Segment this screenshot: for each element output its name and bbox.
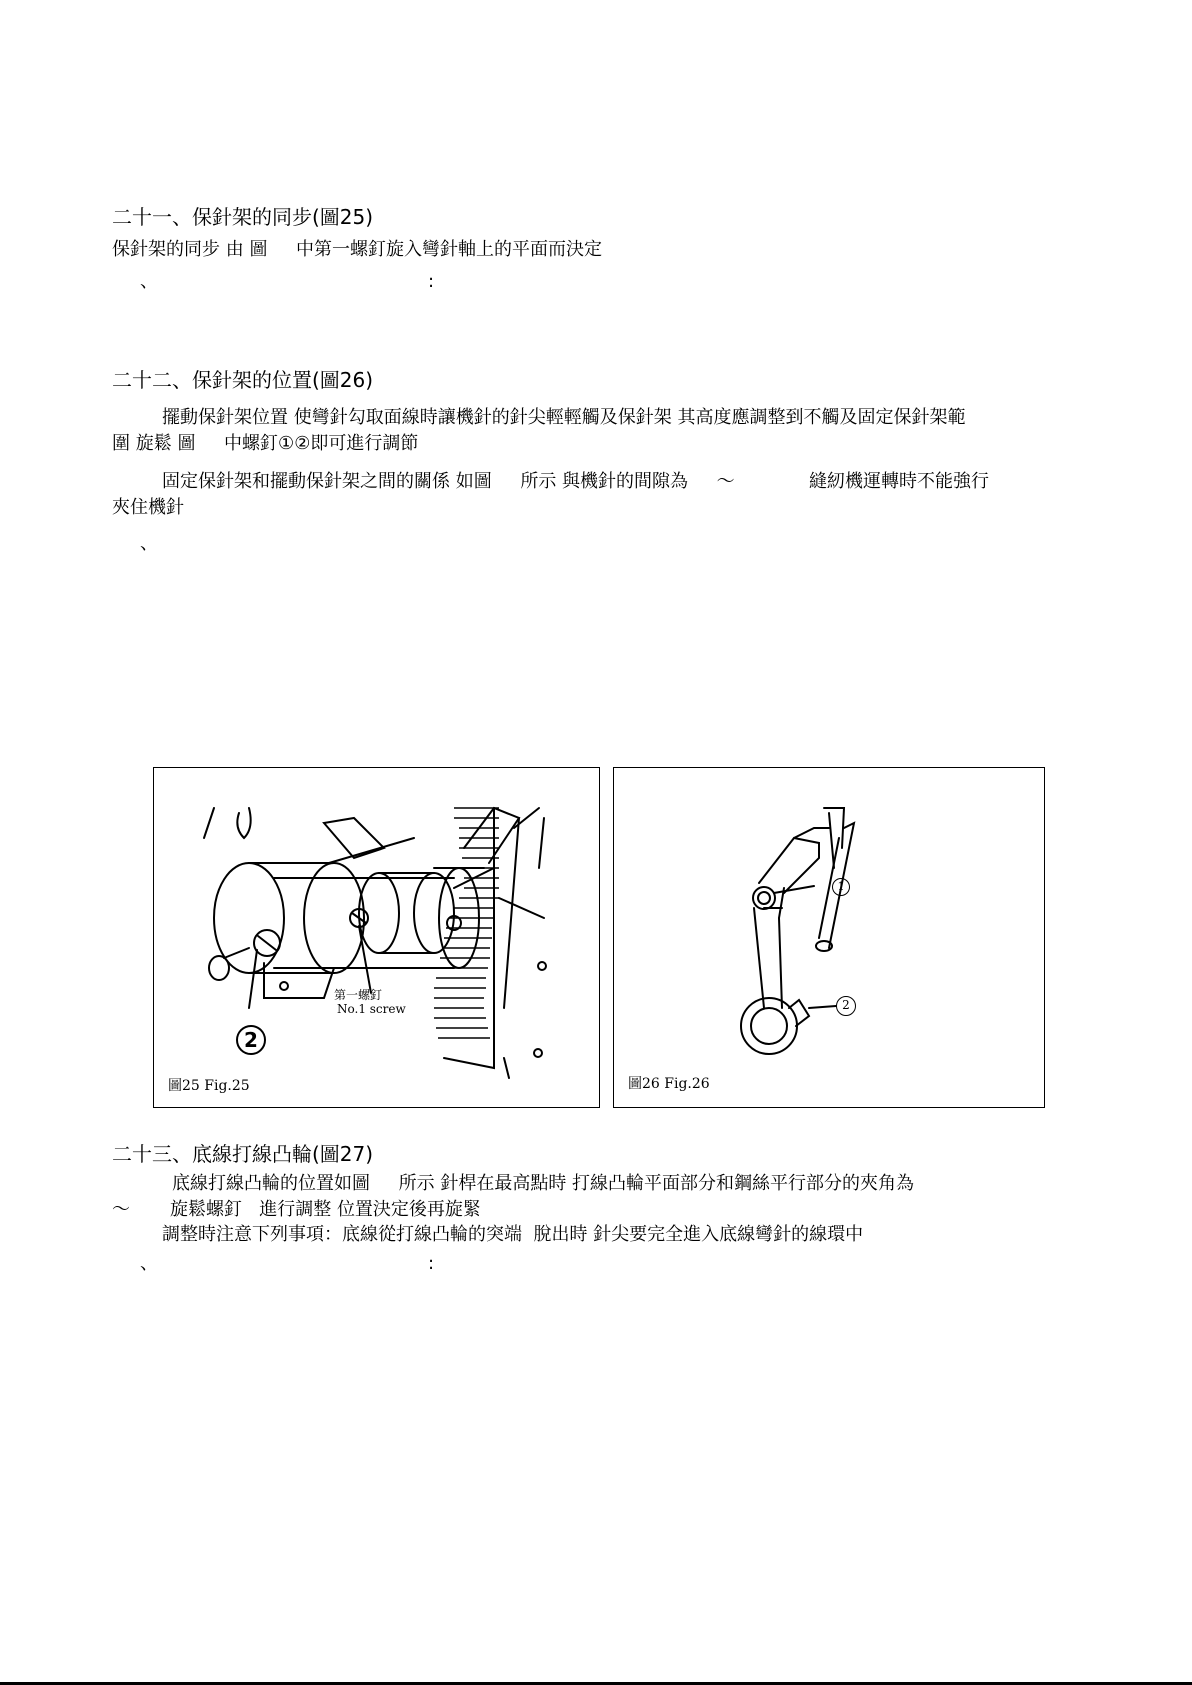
- section-22-paragraph-1-line-2: 圍 旋鬆 圖 中螺釘①②即可進行調節: [112, 433, 419, 454]
- figure-26-marker-1: 1: [832, 878, 850, 896]
- figure-25-label-en: No.1 screw: [337, 1002, 406, 1016]
- section-22-enum-mark: 、: [140, 533, 158, 554]
- section-21-text: 保針架的同步 由 圖 中第一螺釘旋入彎針軸上的平面而決定: [112, 239, 603, 260]
- section-21-enum-mark: 、: [140, 271, 158, 292]
- section-22-paragraph-1-line-1: 擺動保針架位置 使彎針勾取面線時讓機針的針尖輕輕觸及保針架 其高度應調整到不觸及固定保針架範: [162, 407, 966, 428]
- section-23-paragraph-1-line-1: 底線打線凸輪的位置如圖 所示 針桿在最高點時 打線凸輪平面部分和鋼絲平行部分的夾角為: [172, 1173, 915, 1194]
- section-22-paragraph-2-line-1: 固定保針架和擺動保針架之間的關係 如圖 所示 與機針的間隙為 ～ 縫紉機運轉時不能強行: [162, 471, 990, 492]
- section-23-enum-mark: 、: [140, 1253, 158, 1274]
- section-21-heading: 二十一、保針架的同步(圖25): [112, 205, 374, 229]
- figure-25-illustration: [154, 768, 601, 1109]
- figure-26-marker-2: 2: [836, 996, 856, 1016]
- figure-26: [613, 767, 1045, 1108]
- figure-26-caption: 圖26 Fig.26: [628, 1076, 710, 1092]
- section-23-paragraph-1-line-2: ～ 旋鬆螺釘 進行調整 位置決定後再旋緊: [112, 1199, 481, 1220]
- section-23-colon: :: [428, 1253, 435, 1274]
- section-23-paragraph-2-line-1: 調整時注意下列事項：底線從打線凸輪的突端 脫出時 針尖要完全進入底線彎針的線環中: [162, 1224, 864, 1245]
- figure-25-marker-2: 2: [236, 1025, 266, 1055]
- section-23-heading: 二十三、底線打線凸輪(圖27): [112, 1142, 374, 1166]
- section-22-heading: 二十二、保針架的位置(圖26): [112, 368, 374, 392]
- figure-26-illustration: [614, 768, 1046, 1109]
- figure-25-label-cn: 第一螺釘: [334, 988, 383, 1002]
- section-22-paragraph-2-line-2: 夾住機針: [112, 497, 184, 518]
- figure-25: [153, 767, 600, 1108]
- figure-25-caption: 圖25 Fig.25: [168, 1078, 250, 1094]
- section-21-colon: :: [428, 271, 435, 292]
